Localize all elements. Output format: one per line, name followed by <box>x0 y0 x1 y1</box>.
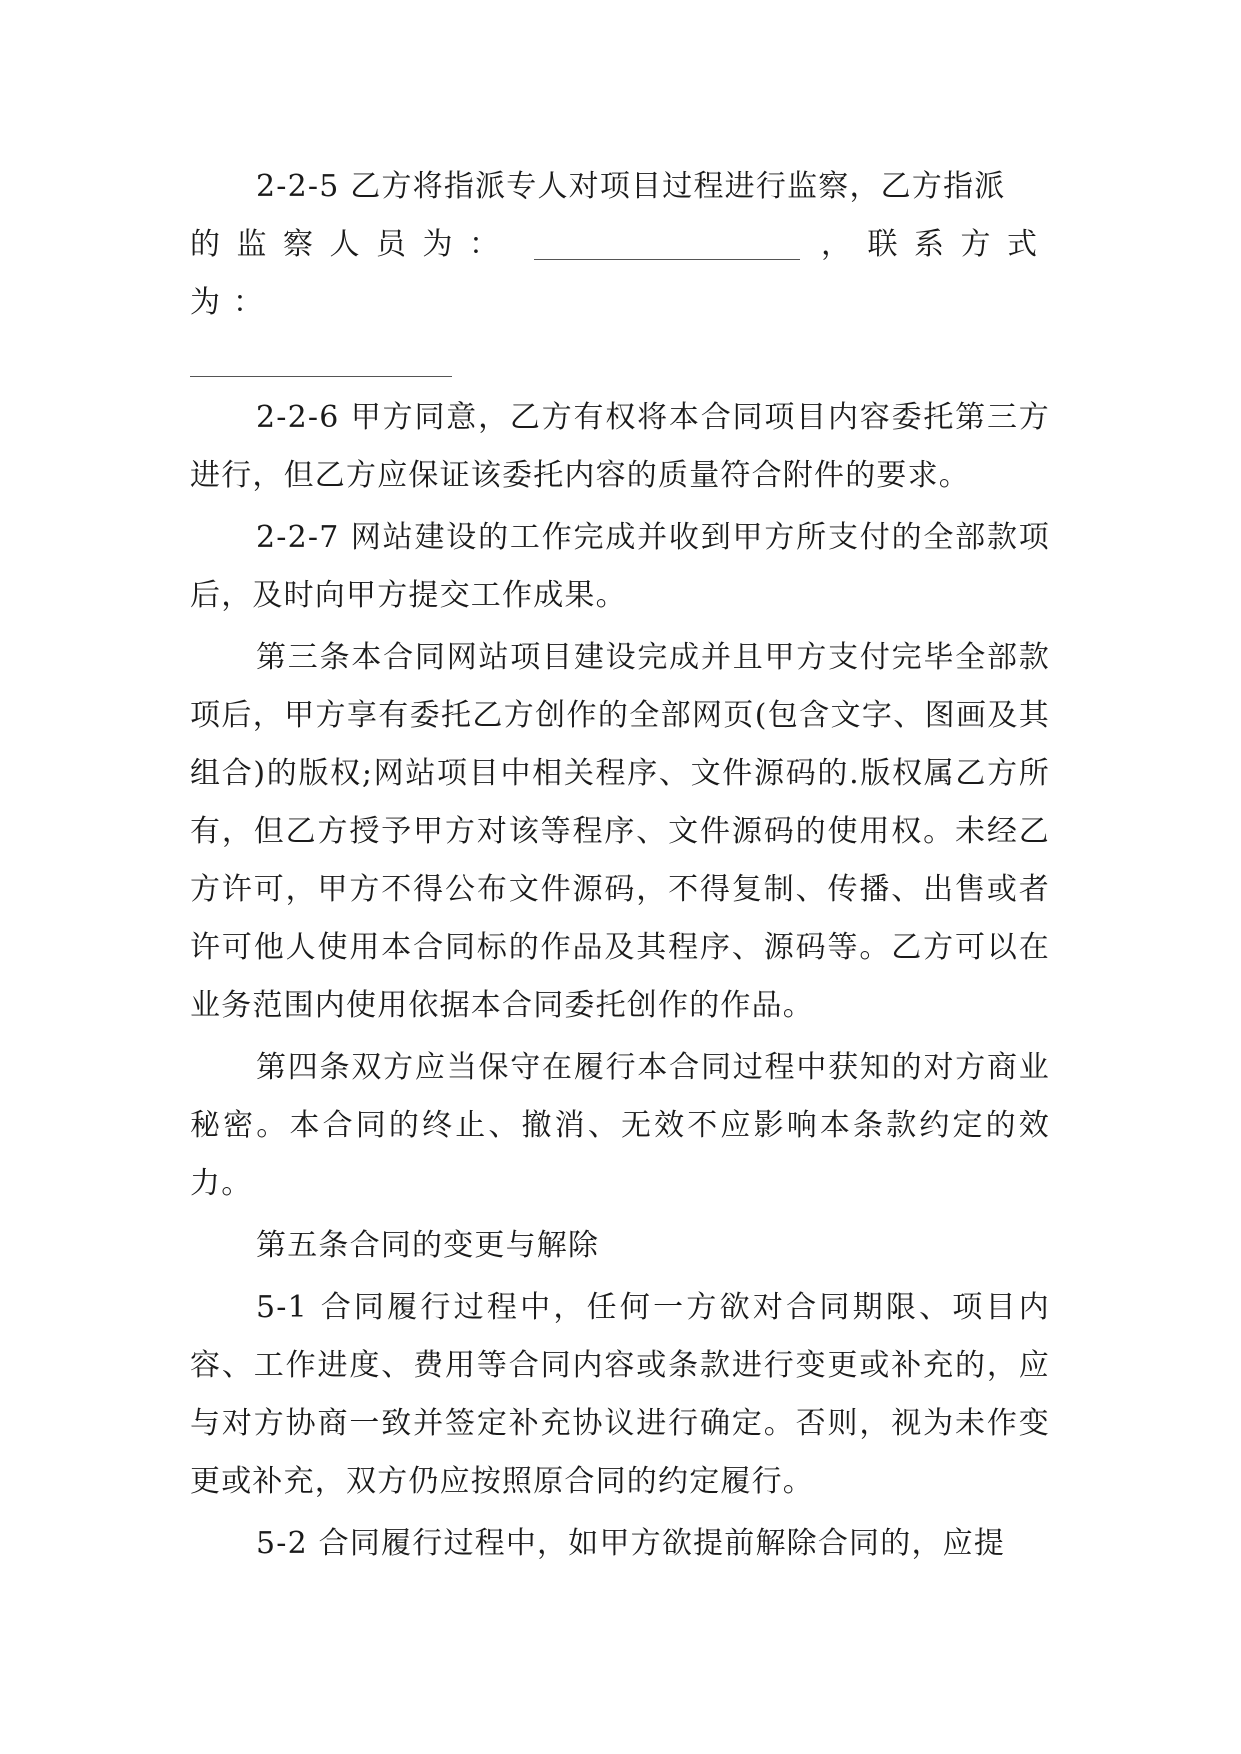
clause-2-2-7: 2-2-7 网站建设的工作完成并收到甲方所支付的全部款项后，及时向甲方提交工作成果。 <box>190 520 1050 613</box>
article-3: 第三条本合同网站项目建设完成并且甲方支付完毕全部款项后，甲方享有委托乙方创作的全部网页(包含文字、图画及其组合)的版权;网站项目中相关程序、文件源码的.版权属乙方所有，但乙方授予甲方对该等程序、文件源码的使用权。未经乙方许可，甲方不得公布文件源码，不得复制、传播、出售或者许可他人使用本合同标的作品及其程序、源码等。乙方可以在业务范围内使用依据本合同委托创作的作品。 <box>190 640 1050 1023</box>
clause-2-2-5-contact-label: ，联系方式为： <box>190 227 1050 320</box>
article-4: 第四条双方应当保守在履行本合同过程中获知的对方商业秘密。本合同的终止、撤消、无效不应影响本条款约定的效力。 <box>190 1050 1050 1201</box>
clause-2-2-5-supervisor-label: 的监察人员为： <box>190 227 516 262</box>
document-body <box>190 158 1050 1573</box>
article-5-title: 第五条合同的变更与解除 <box>256 1228 600 1263</box>
supervisor-name-blank[interactable] <box>534 225 800 260</box>
clause-2-2-5-line1: 2-2-5 乙方将指派专人对项目过程进行监察，乙方指派 <box>256 169 1006 204</box>
clause-5-2: 5-2 合同履行过程中，如甲方欲提前解除合同的，应提 <box>256 1526 1006 1561</box>
contact-blank-row <box>190 332 1050 377</box>
clause-2-2-6: 2-2-6 甲方同意，乙方有权将本合同项目内容委托第三方进行，但乙方应保证该委托内容的质量符合附件的要求。 <box>190 400 1050 493</box>
clause-2-2-5 <box>190 158 1050 332</box>
contact-info-blank[interactable] <box>190 342 452 377</box>
clause-5-1: 5-1 合同履行过程中，任何一方欲对合同期限、项目内容、工作进度、费用等合同内容或条款进行变更或补充的，应与对方协商一致并签定补充协议进行确定。否则，视为未作变更或补充，双方仍应按照原合同的约定履行。 <box>190 1290 1050 1499</box>
